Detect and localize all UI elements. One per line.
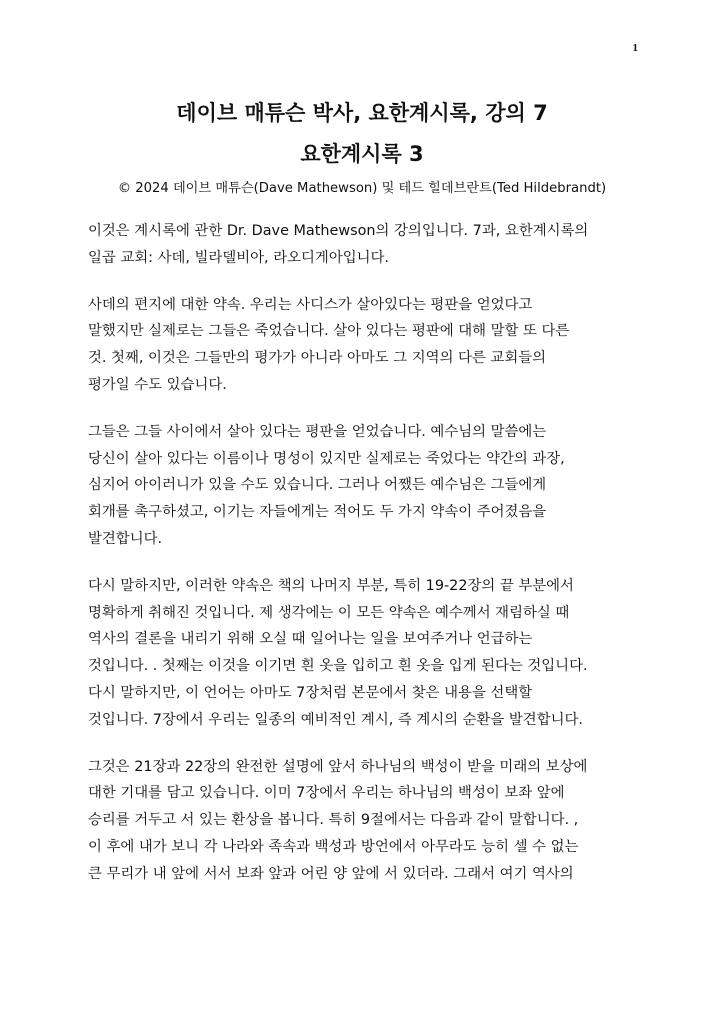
text-line: 말했지만 실제로는 그들은 죽었습니다. 살아 있다는 평판에 대해 말할 또 다른 xyxy=(88,323,570,340)
text-line: 발견합니다. xyxy=(88,530,163,547)
text-line: 일곱 교회: 사데, 빌라델비아, 라오디게아입니다. xyxy=(88,249,389,266)
document-body xyxy=(88,218,658,908)
text-line: 승리를 거두고 서 있는 환상을 봅니다. 특히 9절에서는 다음과 같이 말합니다. , xyxy=(88,812,579,829)
text-line: 다시 말하지만, 이러한 약속은 책의 나머지 부분, 특히 19-22장의 끝 부분에서 xyxy=(88,577,574,594)
text-line: 심지어 아이러니가 있을 수도 있습니다. 그러나 어쨌든 예수님은 그들에게 xyxy=(88,477,547,494)
copyright-line: © 2024 데이브 매튜슨(Dave Mathewson) 및 테드 힐데브란트(Ted Hildebrandt) xyxy=(117,181,607,196)
text-line: 다시 말하지만, 이 언어는 아마도 7장처럼 본문에서 찾은 내용을 선택할 xyxy=(88,684,533,701)
text-line: 큰 무리가 내 앞에 서서 보좌 앞과 어린 양 앞에 서 있더라. 그래서 여기 역사의 xyxy=(88,865,574,882)
text-line: 이 후에 내가 보니 각 나라와 족속과 백성과 방언에서 아무라도 능히 셀 수 없는 xyxy=(88,838,579,855)
paragraph-5 xyxy=(88,754,658,888)
text-line: 사데의 편지에 대한 약속. 우리는 사디스가 살아있다는 평판을 얻었다고 xyxy=(88,296,533,313)
text-line: 것. 첫째, 이것은 그들만의 평가가 아니라 아마도 그 지역의 다른 교회들의 xyxy=(88,350,547,367)
text-line: 이것은 계시록에 관한 Dr. Dave Mathewson의 강의입니다. 7과, 요한계시록의 xyxy=(88,223,589,239)
text-line: 것입니다. 7장에서 우리는 일종의 예비적인 계시, 즉 계시의 순환을 발견합니다. xyxy=(88,711,583,728)
document-subtitle: 요한계시록 3 xyxy=(300,142,424,166)
text-line: 그것은 21장과 22장의 완전한 설명에 앞서 하나님의 백성이 받을 미래의 보상에 xyxy=(88,758,588,775)
page-number: 1 xyxy=(632,42,638,54)
text-line: 회개를 촉구하셨고, 이기는 자들에게는 적어도 두 가지 약속이 주어졌음을 xyxy=(88,504,547,521)
paragraph-4 xyxy=(88,573,658,734)
paragraph-2 xyxy=(88,292,658,399)
text-line: 명확하게 취해진 것입니다. 제 생각에는 이 모든 약속은 예수께서 재림하실 때 xyxy=(88,604,570,621)
paragraph-3 xyxy=(88,419,658,553)
text-line: 평가일 수도 있습니다. xyxy=(88,376,227,393)
text-line: 그들은 그들 사이에서 살아 있다는 평판을 얻었습니다. 예수님의 말씀에는 xyxy=(88,423,547,440)
text-line: 것입니다. . 첫째는 이것을 이기면 흰 옷을 입히고 흰 옷을 입게 된다는 것입니다. xyxy=(88,658,588,675)
paragraph-1 xyxy=(88,218,658,272)
document-title: 데이브 매튜슨 박사, 요한계시록, 강의 7 xyxy=(176,101,548,125)
text-line: 역사의 결론을 내리기 위해 오실 때 일어나는 일을 보여주거나 언급하는 xyxy=(88,631,533,648)
text-line: 당신이 살아 있다는 이름이나 명성이 있지만 실제로는 죽었다는 약간의 과장, xyxy=(88,450,565,467)
text-line: 대한 기대를 담고 있습니다. 이미 7장에서 우리는 하나님의 백성이 보좌 앞에 xyxy=(88,785,565,802)
